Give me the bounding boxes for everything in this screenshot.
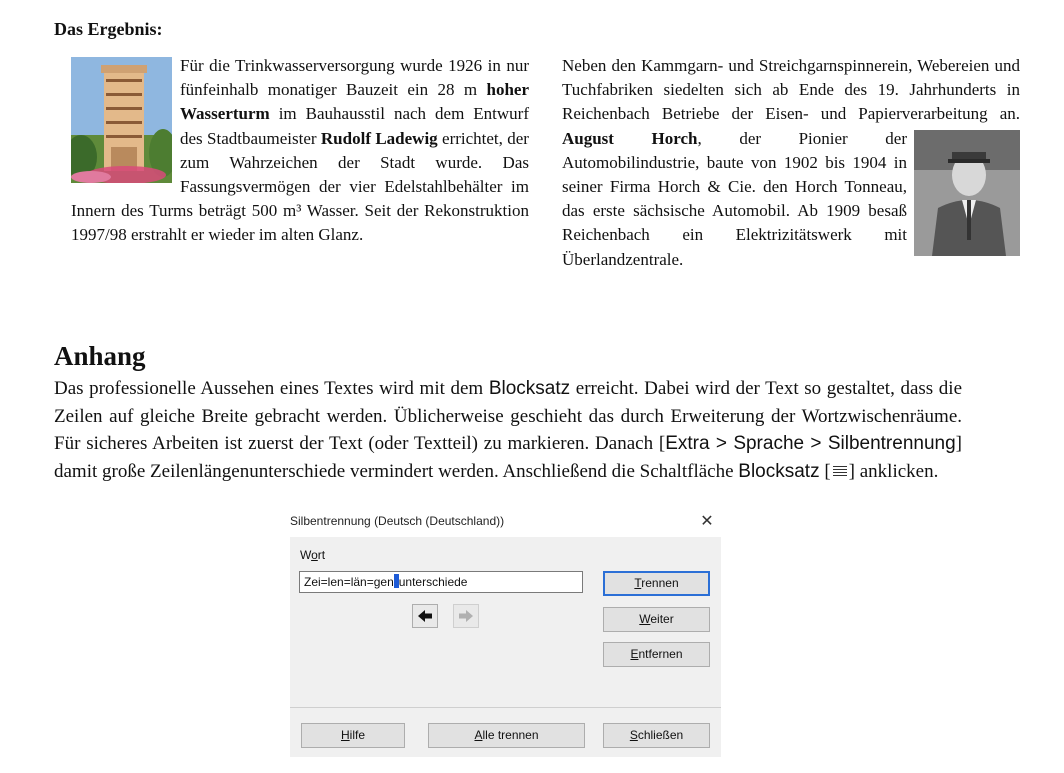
hyphenate-button[interactable]	[603, 571, 710, 596]
appendix-title: Anhang	[54, 341, 146, 371]
dialog-titlebar	[290, 511, 721, 537]
appendix-text-1: Das professionelle Aussehen eines Textes wird mit dem	[54, 378, 489, 399]
help-button[interactable]	[301, 723, 405, 748]
left-text-2: im Bauhausstil nach dem Entwurf des Stadtbaumeister	[180, 104, 529, 148]
hyphenation-dialog	[290, 511, 721, 757]
next-hyphen-button[interactable]	[453, 604, 479, 628]
result-heading: Das Ergebnis:	[54, 19, 163, 39]
previous-hyphen-button[interactable]	[412, 604, 438, 628]
word-label-pre: W	[300, 548, 312, 562]
appendix-paragraph	[54, 375, 962, 485]
august-horch-portrait	[914, 130, 1020, 256]
left-bold-water-tower: hoher Wasserturm	[180, 80, 529, 124]
water-tower-illustration	[71, 57, 172, 183]
appendix-text-5: ] anklicken.	[848, 460, 939, 482]
left-bold-architect: Rudolf Ladewig	[320, 128, 438, 148]
left-text-1: Für die Trinkwasserversorgung wurde 1926 in nur fünfeinhalb monatiger Bauzeit ein 28 m	[180, 56, 529, 100]
right-bold-horch: August Horch	[562, 128, 698, 148]
left-text-3: errichtet, der zum Wahrzeichen der Stadt wurde. Das Fassungsvermögen der vier Edelstahlbehälter im Innern des Turms beträgt 500 m³ Wasser. Seit der Rekonstruktion 1997/98 erstrahlt er wieder im alten Glanz.	[71, 128, 529, 245]
arrow-right-icon	[458, 609, 474, 623]
next-accel: W	[639, 612, 651, 626]
word-after-cursor: unterschiede	[398, 575, 468, 589]
close-label: chließen	[637, 728, 684, 742]
hyphenate-label: rennen	[641, 576, 679, 590]
water-tower-photo	[71, 57, 172, 183]
hyphenate-all-button[interactable]	[428, 723, 585, 748]
close-accel: S	[629, 728, 638, 742]
hyphenate-all-label: lle trennen	[482, 728, 539, 742]
next-button[interactable]	[603, 607, 710, 632]
word-label-accel: o	[311, 548, 318, 562]
remove-button[interactable]	[603, 642, 710, 667]
appendix-text-4: [	[819, 460, 831, 482]
help-label: ilfe	[349, 728, 365, 742]
hyphenate-all-accel: A	[474, 728, 483, 742]
dialog-title: Silbentrennung (Deutsch (Deutschland))	[290, 514, 505, 528]
hyphenate-accel: T	[634, 576, 642, 590]
close-icon[interactable]: ✕	[700, 513, 714, 530]
portrait-illustration	[914, 130, 1020, 256]
blocksatz-term-2: Blocksatz	[738, 460, 820, 482]
appendix-text-3: ] damit große Zeilenlängenunterschiede vermindert werden. Anschließend die Schaltfläche	[54, 433, 962, 482]
blocksatz-term: Blocksatz	[488, 378, 571, 399]
remove-label: ntfernen	[638, 647, 683, 661]
close-button[interactable]	[603, 723, 710, 748]
arrow-left-icon	[417, 609, 433, 623]
word-input[interactable]	[299, 571, 583, 593]
appendix-text-2: erreicht. Dabei wird der Text so gestaltet, dass die Zeilen auf gleiche Breite gebracht werden. Üblicherweise geschieht das durch Erweiterung der Wortzwischenräume. Für sicheres Arbeiten ist zuerst der Text (oder Textteil) zu markieren. Danach [	[54, 378, 963, 455]
menu-path: Extra > Sprache > Silbentrennung	[665, 433, 956, 455]
right-text-2: , der Pionier der Automobilindustrie, baute von 1902 bis 1904 in seiner Firma Horch & Cie. den Horch Tonneau, das erste sächsische Automobil. Ab 1909 besaß Reichenbach ein Elektrizitätswerk mit Überlandzentrale.	[562, 128, 907, 269]
word-before-cursor: Zei=len=län=gen	[304, 575, 394, 589]
next-label: eiter	[650, 612, 674, 626]
remove-accel: E	[630, 647, 639, 661]
word-label	[300, 548, 325, 562]
word-label-post: rt	[317, 548, 326, 562]
right-column	[562, 54, 1020, 272]
right-text-1: Neben den Kammgarn- und Streichgarnspinnerein, Webereien und Tuchfabriken siedelten sich ab Ende des 19. Jahrhunderts in Reichenbach Betriebe der Eisen- und Papierverarbeitung an.	[562, 56, 1020, 124]
help-accel: H	[340, 728, 350, 742]
align-justify-icon	[831, 464, 849, 478]
left-column	[71, 54, 529, 248]
